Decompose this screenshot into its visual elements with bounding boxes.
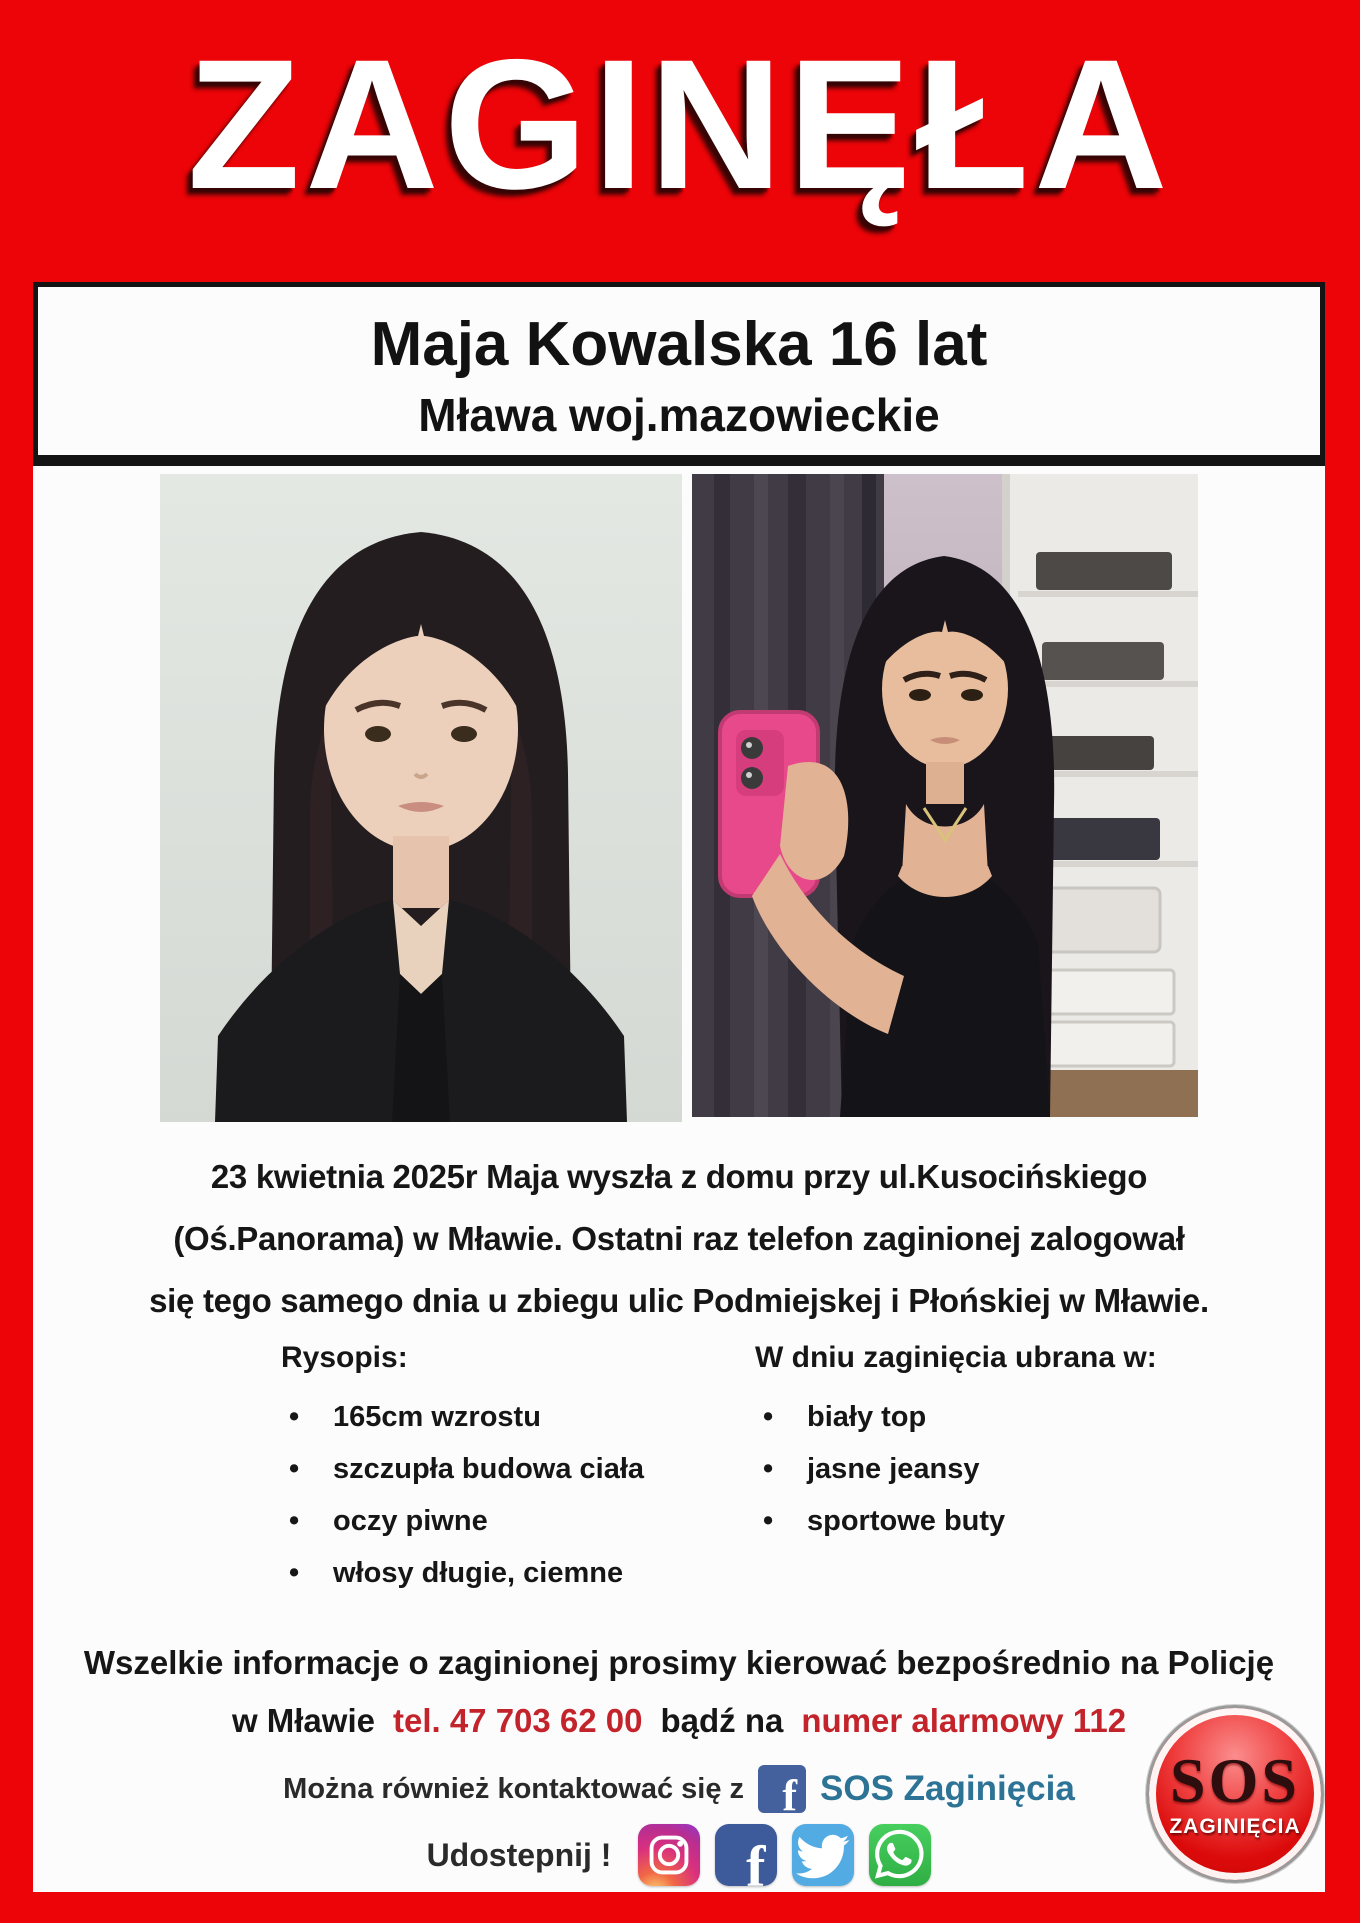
contact-line1: Wszelkie informacje o zaginionej prosimy kierować bezpośrednio na Policję [83, 1644, 1275, 1681]
portrait-photo [160, 474, 682, 1122]
emergency-number: numer alarmowy 112 [801, 1702, 1127, 1739]
appearance-column [281, 1341, 755, 1609]
instagram-icon [638, 1824, 700, 1886]
clothing-header: W dniu zaginięcia ubrana w: [755, 1341, 1157, 1374]
selfie-photo [692, 474, 1198, 1122]
details-columns [33, 1341, 1325, 1609]
facebook-contact-line [33, 1758, 1325, 1820]
list-item: • włosy długie, ciemne [281, 1557, 755, 1590]
clothing-column [755, 1341, 1325, 1609]
facebook-page-name: SOS Zaginięcia [820, 1769, 1075, 1808]
police-phone-number: tel. 47 703 62 00 [392, 1702, 643, 1739]
disappearance-description [33, 1146, 1325, 1332]
list-item: • sportowe buty [755, 1505, 1325, 1538]
contact-line2 [33, 1692, 1325, 1750]
appearance-list [281, 1401, 755, 1590]
share-row [33, 1822, 1325, 1899]
whatsapp-icon [869, 1824, 931, 1886]
name-box [33, 282, 1325, 460]
list-item: • 165cm wzrostu [281, 1401, 755, 1434]
missing-person-location: Mława woj.mazowieckie [418, 389, 940, 441]
list-item: • jasne jeansy [755, 1453, 1325, 1486]
poster-headline: ZAGINĘŁA [187, 22, 1173, 228]
poster-body [33, 460, 1325, 1899]
contact-or: bądź na [660, 1702, 784, 1739]
share-label: Udostepnij ! [426, 1836, 612, 1873]
twitter-icon [792, 1824, 854, 1886]
list-item: • biały top [755, 1401, 1325, 1434]
facebook-icon: f [715, 1824, 777, 1886]
description-line: się tego samego dnia u zbiegu ulic Podmiejskej i Płońskiej w Mławie. [149, 1282, 1209, 1319]
description-line: 23 kwietnia 2025r Maja wyszła z domu przy ul.Kusocińskiego [210, 1158, 1148, 1195]
clothing-list [755, 1401, 1325, 1538]
sos-zaginiecia-logo [1146, 1705, 1324, 1883]
appearance-header: Rysopis: [281, 1341, 408, 1374]
missing-person-name: Maja Kowalska 16 lat [370, 310, 988, 379]
photos-row [33, 474, 1325, 1122]
description-line: (Oś.Panorama) w Mławie. Ostatni raz telefon zaginionej zalogował [173, 1220, 1185, 1257]
facebook-icon: f [758, 1765, 806, 1813]
contact-info [33, 1634, 1325, 1750]
list-item: • szczupła budowa ciała [281, 1453, 755, 1486]
contact-city: w Mławie [231, 1702, 375, 1739]
list-item: • oczy piwne [281, 1505, 755, 1538]
sos-logo-text: SOS [1170, 1745, 1300, 1816]
sos-logo-subtext: ZAGINIĘCIA [1169, 1815, 1301, 1838]
facebook-contact-text: Można również kontaktować się z [283, 1772, 745, 1805]
